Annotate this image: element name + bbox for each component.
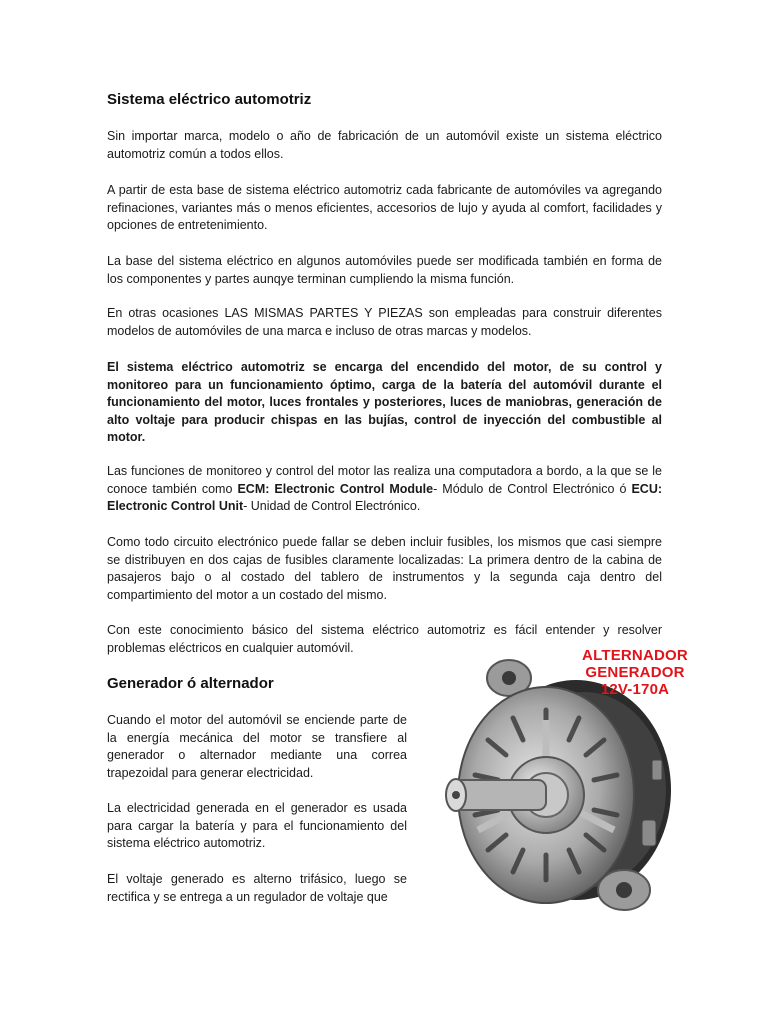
page-title: Sistema eléctrico automotriz xyxy=(107,91,312,108)
paragraph-8: Con este conocimiento básico del sistema eléctrico automotriz es fácil entender y resolver problemas eléctricos en cualquier automóvil. xyxy=(107,623,662,655)
paragraph-6 xyxy=(107,463,662,516)
label-line-1: ALTERNADOR xyxy=(582,647,688,664)
paragraph-4: En otras ocasiones LAS MISMAS PARTES Y PIEZAS son empleadas para construir diferentes modelos de automóviles de una marca e incluso de otras marcas y modelos. xyxy=(107,306,662,338)
ecm-term: ECM: Electronic Control Module xyxy=(237,481,434,496)
p6-text-1: Las funciones de monitoreo y control del motor las realiza una computadora a bordo, a la que se le conoce también como xyxy=(107,464,662,496)
p6-text-2: - Módulo de Control Electrónico ó xyxy=(433,481,632,496)
paragraph-2: A partir de esta base de sistema eléctrico automotriz cada fabricante de automóviles va agregando refinaciones, variantes más o menos eficientes, accesorios de lujo y ayuda al comfort, facilidades y opciones de entretenimiento. xyxy=(107,183,662,233)
section2-paragraph-3: El voltaje generado es alterno trifásico, luego se rectifica y se entrega a un regulador de voltaje que xyxy=(107,872,407,904)
section2-paragraph-2: La electricidad generada en el generador es usada para cargar la batería y para el funcionamiento del sistema eléctrico automotriz. xyxy=(107,801,407,851)
label-line-2: GENERADOR xyxy=(585,664,685,681)
p6-text-3: - Unidad de Control Electrónico. xyxy=(243,499,421,514)
ecu-term: ECU: Electronic Control Unit xyxy=(107,481,663,514)
paragraph-3: La base del sistema eléctrico en algunos automóviles puede ser modificada también en forma de los componentes y partes aunqye terminan cumpliendo la misma función. xyxy=(107,254,662,286)
alternator-label xyxy=(570,647,700,698)
paragraph-7: Como todo circuito electrónico puede fallar se deben incluir fusibles, los mismos que casi siempre se distribuyen en dos cajas de fusibles claramente localizadas: La primera dentro de la cabina de pasajeros bajo o al costado del tablero de instrumentos y la segunda caja dentro del compartimiento del motor a un costado del mismo. xyxy=(107,535,662,602)
paragraph-1: Sin importar marca, modelo o año de fabricación de un automóvil existe un sistema eléctrico automotriz común a todos ellos. xyxy=(107,129,662,161)
paragraph-5-bold: El sistema eléctrico automotriz se encarga del encendido del motor, de su control y monitoreo para un funcionamiento óptimo, carga de la batería del automóvil durante el funcionamiento del motor, luces frontales y posteriores, luces de maniobras, generación de alto voltaje para producir chispas en las bujías, control de inyección del combustible al motor. xyxy=(107,360,662,445)
label-line-3: 12V-170A xyxy=(600,681,670,698)
section-heading-generador: Generador ó alternador xyxy=(107,675,274,692)
section2-paragraph-1: Cuando el motor del automóvil se enciende parte de la energía mecánica del motor se transfiere al generador o alternador mediante una correa trapezoidal para generar electricidad. xyxy=(107,713,407,780)
